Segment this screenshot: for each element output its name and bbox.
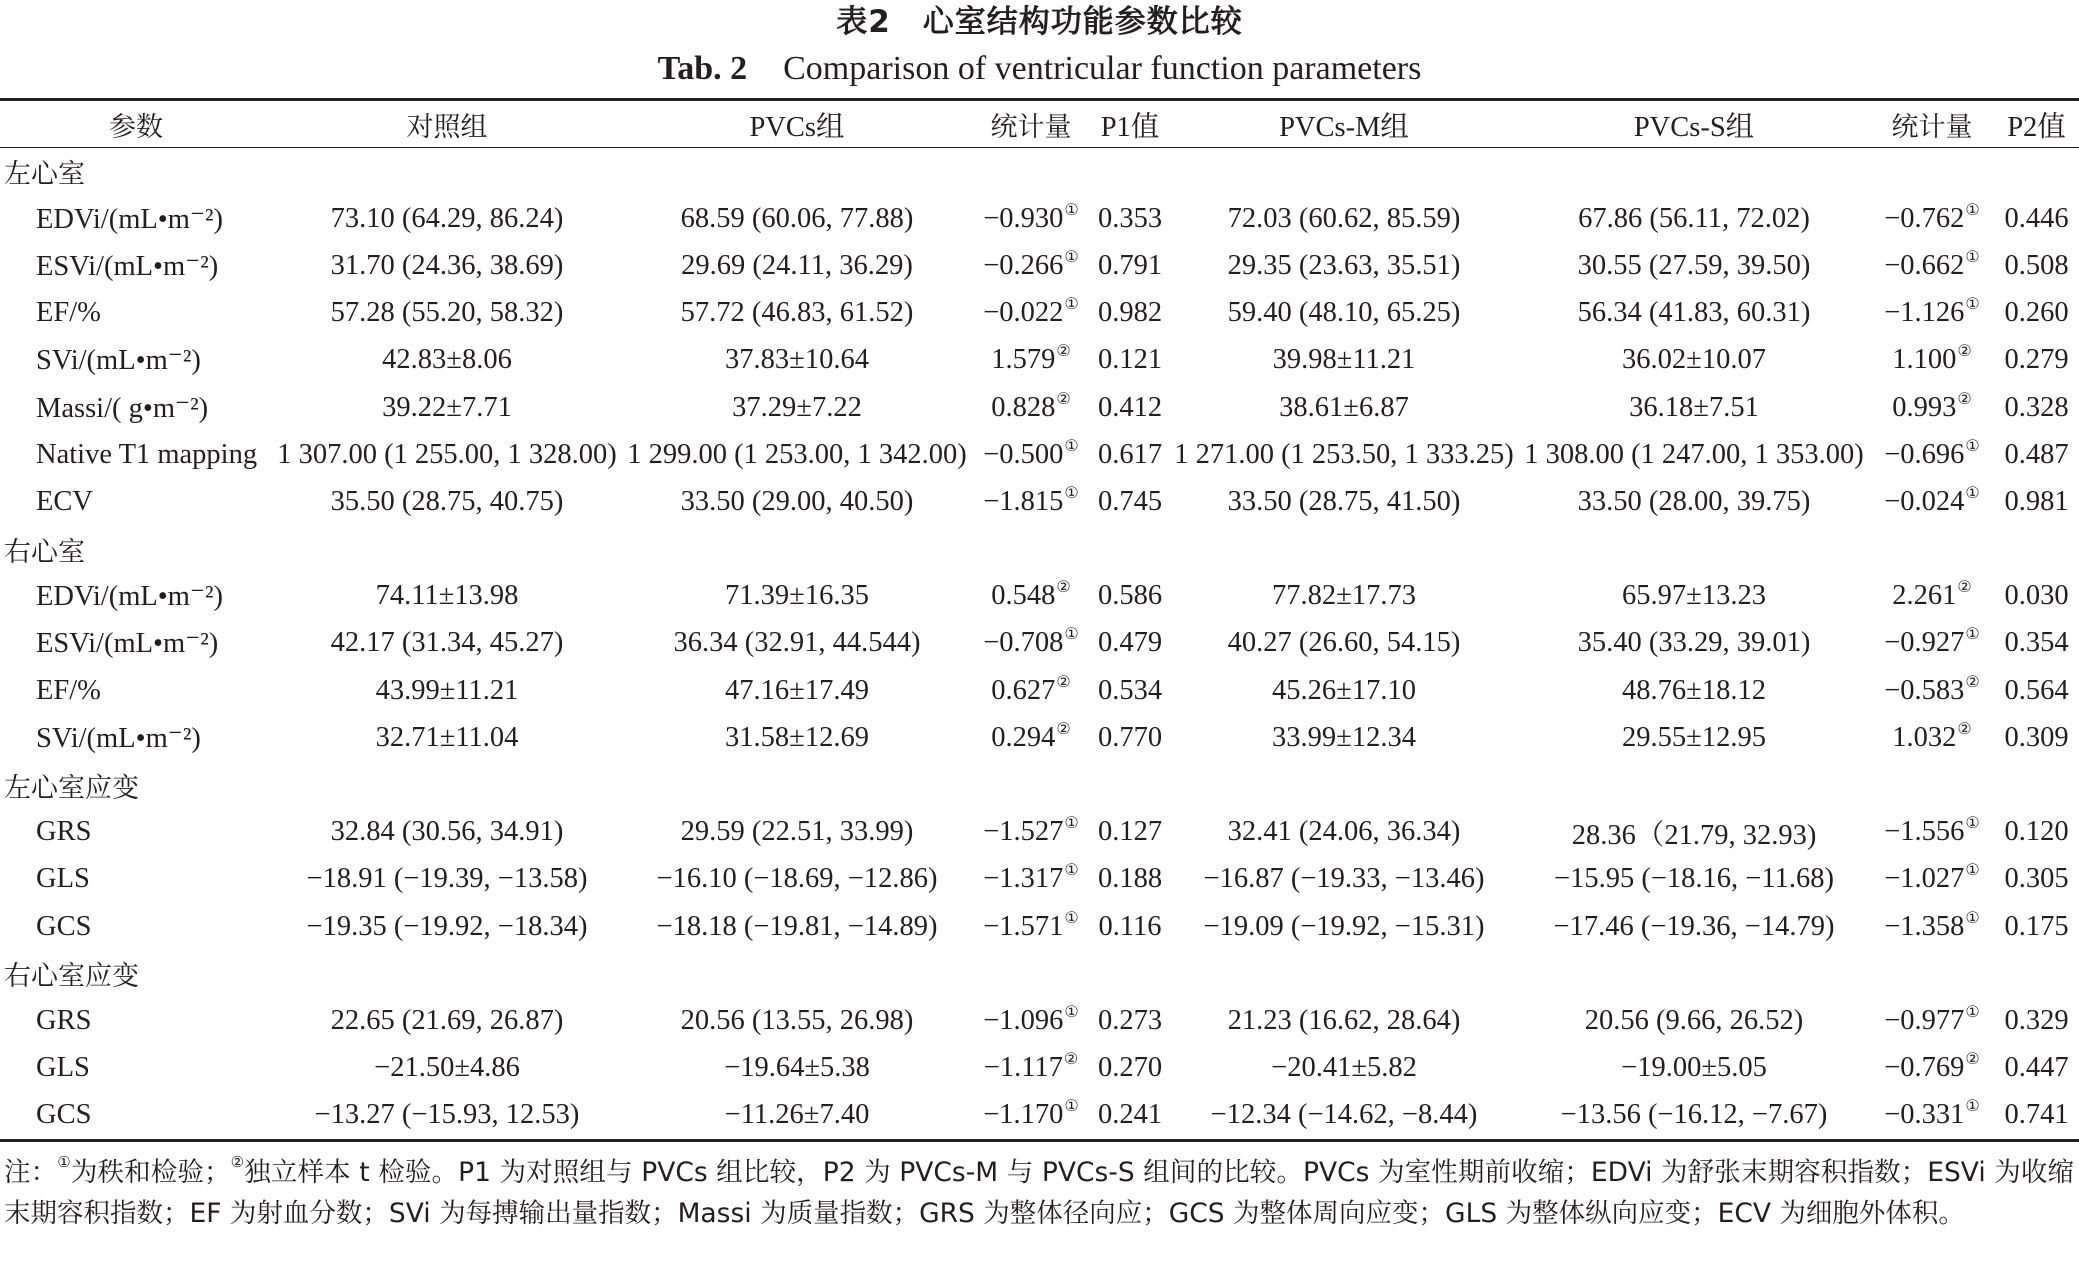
cell-pvcs-s: 1 308.00 (1 247.00, 1 353.00) [1524,438,1864,470]
col-header-pvcs-m: PVCs-M组 [1170,100,1518,148]
cell-p1: 0.121 [1097,344,1163,376]
test-mark: ② [1056,720,1071,738]
cell-pvcs-m: 32.41 (24.06, 36.34) [1227,816,1461,848]
cell-pvcs-s: −15.95 (−18.16, −11.68) [1554,863,1834,895]
cell-pvcs-m: −12.34 (−14.62, −8.44) [1170,1092,1518,1141]
cell-p1: 0.127 [1097,816,1163,848]
stat-value: −1.117 [983,1052,1063,1084]
cell-stat2 [1870,809,1994,856]
stat-value: −1.317 [983,863,1064,895]
cell-pvcs-m: 29.35 (23.63, 35.51) [1227,249,1461,281]
cell-pvcs-m: 45.26±17.10 [1272,674,1416,706]
test-mark: ① [1064,815,1079,833]
footnote-prefix: 注： [4,1156,58,1188]
footnote-mark-2: ② [230,1153,245,1171]
footnote-mark-1: ① [57,1153,71,1171]
cell-pvcs: −19.64±5.38 [724,1052,870,1084]
section-row [0,761,2079,808]
stat-value: −1.556 [1884,816,1965,848]
stat-value: −0.266 [983,249,1064,281]
cell-control: 73.10 (64.29, 86.24) [330,202,564,234]
table-row [0,573,2079,620]
cell-control: 32.84 (30.56, 34.91) [330,816,564,848]
cell-p2: 0.446 [2004,202,2069,234]
test-mark: ① [1965,201,1980,219]
test-mark: ① [1965,1003,1980,1021]
cell-control: 74.11±13.98 [375,580,519,612]
test-mark: ① [1064,437,1079,455]
cell-pvcs-s: 56.34 (41.83, 60.31) [1577,297,1811,329]
cell-stat2 [1870,714,1994,761]
cell-p2: 0.260 [2004,297,2069,329]
test-mark: ① [1064,862,1079,880]
cell-pvcs: 71.39±16.35 [725,580,869,612]
stat-value: −1.527 [983,816,1064,848]
table-row [0,856,2079,903]
test-mark: ② [1056,343,1071,361]
cell-p1: 0.745 [1097,485,1163,517]
test-mark: ① [1064,201,1079,219]
cell-param: GLS [36,863,90,895]
cell-param: ECV [36,485,93,517]
col-header-control: 对照组 [272,100,622,148]
cell-stat1 [972,573,1090,620]
col-header-pvcs: PVCs组 [622,100,972,148]
cell-control: 42.17 (31.34, 45.27) [330,627,564,659]
stat-value: −1.096 [983,1004,1064,1036]
stat-value: −1.571 [983,910,1064,942]
col-header-p2: P2值 [1994,100,2079,148]
cell-pvcs-s: −17.46 (−19.36, −14.79) [1553,910,1835,942]
cell-p1: 0.586 [1097,580,1163,612]
cell-stat1 [972,667,1090,714]
stat-value: −1.027 [1884,863,1965,895]
table-row [0,242,2079,289]
table-row [0,478,2079,525]
cell-stat1 [972,856,1090,903]
table-footnote [4,1146,2074,1234]
cell-pvcs-m: 38.61±6.87 [1279,391,1409,423]
table-row [0,1092,2079,1141]
stat-value: −0.022 [983,297,1064,329]
test-mark: ① [1064,626,1079,644]
cell-p2: 0.329 [2004,1004,2069,1036]
cell-pvcs: 20.56 (13.55, 26.98) [680,1004,914,1036]
cell-pvcs-m: 33.50 (28.75, 41.50) [1227,485,1461,517]
cell-param: GCS [36,910,92,942]
cell-pvcs-m: 39.98±11.21 [1272,344,1416,376]
test-mark: ① [1064,484,1079,502]
cell-pvcs-s: 20.56 (9.66, 26.52) [1584,1004,1804,1036]
cell-control: −13.27 (−15.93, 12.53) [272,1092,622,1141]
stat-value: −0.583 [1884,674,1965,706]
table-row [0,667,2079,714]
cell-param: SVi/(mL•m⁻²) [36,345,201,377]
test-mark: ① [1064,1098,1079,1116]
cell-pvcs: 31.58±12.69 [725,721,869,753]
cell-p2: 0.030 [2004,580,2069,612]
table-row [0,290,2079,337]
cell-stat1 [972,1092,1090,1141]
test-mark: ② [1056,390,1071,408]
cell-p2: 0.175 [2004,910,2069,942]
table-title-en [0,47,2079,91]
test-mark: ② [1056,673,1071,691]
section-row [0,950,2079,997]
cell-control: 32.71±11.04 [375,721,519,753]
cell-pvcs-s: 48.76±18.12 [1622,674,1766,706]
cell-pvcs-s: 33.50 (28.00, 39.75) [1577,485,1811,517]
parameter-table [0,98,2079,1142]
cell-control: 57.28 (55.20, 58.32) [330,297,564,329]
table-row [0,903,2079,950]
col-header-stat2: 统计量 [1870,100,1994,148]
cell-control: −21.50±4.86 [374,1052,520,1084]
cell-pvcs-m: −20.41±5.82 [1271,1052,1417,1084]
cell-pvcs: 29.69 (24.11, 36.29) [681,249,913,281]
cell-pvcs-s: −13.56 (−16.12, −7.67) [1518,1092,1870,1141]
cell-p1: 0.270 [1097,1052,1163,1084]
cell-pvcs-m: 77.82±17.73 [1272,580,1416,612]
col-header-p1: P1值 [1090,100,1170,148]
cell-stat2 [1870,384,1994,431]
cell-stat1 [972,1045,1090,1092]
cell-control: 22.65 (21.69, 26.87) [330,1004,564,1036]
cell-stat1 [972,290,1090,337]
cell-stat1 [972,478,1090,525]
stat-value: 1.032 [1892,721,1957,753]
table-row [0,431,2079,478]
cell-stat2 [1870,856,1994,903]
cell-p1: 0.273 [1097,1004,1163,1036]
stat-value: 0.294 [991,721,1056,753]
cell-stat2 [1870,667,1994,714]
col-header-pvcs-s: PVCs-S组 [1518,100,1870,148]
stat-value: 1.100 [1892,344,1957,376]
cell-control: −19.35 (−19.92, −18.34) [306,910,588,942]
cell-pvcs: 1 299.00 (1 253.00, 1 342.00) [627,438,967,470]
col-header-stat1: 统计量 [972,100,1090,148]
cell-stat2 [1870,573,1994,620]
cell-param: EDVi/(mL•m⁻²) [36,203,223,235]
cell-pvcs-s: 29.55±12.95 [1622,721,1766,753]
cell-pvcs-m: 33.99±12.34 [1272,721,1416,753]
cell-stat1 [972,242,1090,289]
cell-p2: 0.120 [2004,816,2069,848]
cell-p1: 0.412 [1097,391,1163,423]
cell-pvcs-m: 1 271.00 (1 253.50, 1 333.25) [1174,438,1514,470]
cell-pvcs-m: 40.27 (26.60, 54.15) [1227,627,1461,659]
section-title: 右心室应变 [4,961,139,993]
section-title: 右心室 [4,536,85,568]
stat-value: −0.762 [1884,202,1965,234]
cell-pvcs: 47.16±17.49 [725,674,869,706]
stat-value: −1.126 [1884,297,1965,329]
table-row [0,1045,2079,1092]
table-row [0,384,2079,431]
stat-value: −0.024 [1884,485,1965,517]
cell-p2: 0.305 [2004,863,2069,895]
cell-stat2 [1870,195,1994,242]
cell-control: 1 307.00 (1 255.00, 1 328.00) [277,438,617,470]
cell-pvcs-s: 30.55 (27.59, 39.50) [1577,249,1811,281]
test-mark: ① [1965,296,1980,314]
footnote-text-2: 独立样本 t 检验。P1 为对照组与 PVCs 组比较，P2 为 PVCs-M 与 PVCs-S 组间的比较。PVCs 为室性期前收缩；EDVi 为舒张末期容积指数；ESVi 为收缩末期容积指数；EF 为射血分数；SVi 为每搏输出量指数；Massi 为质量指数；GRS 为整体径向应；GCS 为整体周向应变；GLS 为整体纵向应变；ECV 为细胞外体积。 [4,1156,2075,1229]
stat-value: −0.769 [1884,1052,1965,1084]
cell-pvcs-s: 35.40 (33.29, 39.01) [1577,627,1811,659]
stat-value: −0.927 [1884,627,1965,659]
cell-p1: 0.188 [1097,863,1163,895]
stat-value: 0.627 [991,674,1056,706]
cell-pvcs-m: −19.09 (−19.92, −15.31) [1203,910,1485,942]
footnote-text-1: 为秩和检验； [70,1156,231,1188]
cell-stat2 [1870,997,1994,1044]
cell-param: ESVi/(mL•m⁻²) [36,628,219,660]
cell-param: GLS [36,1052,90,1084]
cell-param: GRS [36,816,92,848]
cell-p1: 0.791 [1097,249,1163,281]
cell-stat1 [972,620,1090,667]
table-header-row [0,100,2079,148]
section-row [0,148,2079,196]
table-row [0,809,2079,856]
stat-value: −0.696 [1884,438,1965,470]
stat-value: 2.261 [1892,580,1957,612]
cell-pvcs-s: 65.97±13.23 [1622,580,1766,612]
cell-stat2 [1870,290,1994,337]
cell-stat1 [972,714,1090,761]
cell-pvcs: 37.29±7.22 [732,391,862,423]
cell-stat2 [1870,242,1994,289]
cell-stat1 [972,903,1090,950]
table-row [0,195,2079,242]
test-mark: ① [1064,909,1079,927]
test-mark: ① [1965,248,1980,266]
stat-value: 0.548 [991,580,1056,612]
cell-p2: 0.328 [2004,391,2069,423]
cell-param: EF/% [36,297,101,329]
cell-param: Massi/( g•m⁻²) [36,392,209,424]
cell-pvcs: 29.59 (22.51, 33.99) [680,816,914,848]
cell-p1: 0.116 [1098,910,1162,942]
test-mark: ① [1965,437,1980,455]
table-caption-en: Comparison of ventricular function parameters [783,50,1422,87]
table-row [0,997,2079,1044]
stat-value: −0.930 [983,202,1064,234]
cell-pvcs: 37.83±10.64 [725,344,869,376]
cell-pvcs-s: −19.00±5.05 [1621,1052,1767,1084]
cell-stat2 [1870,1092,1994,1141]
cell-p1: 0.534 [1097,674,1163,706]
cell-control: 39.22±7.71 [382,391,512,423]
test-mark: ② [1957,720,1972,738]
cell-p2: 0.279 [2004,344,2069,376]
test-mark: ② [1957,390,1972,408]
cell-pvcs-m: 72.03 (60.62, 85.59) [1227,202,1461,234]
table-title-cn: 表2 心室结构功能参数比较 [836,4,1243,40]
cell-pvcs-m: 21.23 (16.62, 28.64) [1227,1004,1461,1036]
table-body [0,148,2079,1141]
cell-control: 31.70 (24.36, 38.69) [330,249,564,281]
cell-pvcs-s: 36.18±7.51 [1629,391,1759,423]
cell-pvcs-s: 28.36（21.79, 32.93) [1571,819,1817,851]
col-header-param: 参数 [0,100,272,148]
stat-value: −0.662 [1884,249,1965,281]
cell-p1: 0.617 [1097,438,1163,470]
cell-pvcs-m: −16.87 (−19.33, −13.46) [1203,863,1485,895]
table-row [0,714,2079,761]
cell-param: SVi/(mL•m⁻²) [36,722,201,754]
cell-param: ESVi/(mL•m⁻²) [36,250,219,282]
cell-stat2 [1870,431,1994,478]
stat-value: 0.828 [991,391,1056,423]
cell-stat1 [972,809,1090,856]
cell-pvcs-s: 67.86 (56.11, 72.02) [1578,202,1810,234]
test-mark: ② [1965,673,1980,691]
cell-p1: 0.241 [1090,1092,1170,1141]
cell-stat1 [972,997,1090,1044]
cell-stat2 [1870,1045,1994,1092]
cell-control: 43.99±11.21 [375,674,519,706]
cell-p2: 0.309 [2004,721,2069,753]
test-mark: ① [1064,1003,1079,1021]
cell-p2: 0.981 [2004,485,2069,517]
test-mark: ① [1064,248,1079,266]
test-mark: ② [1957,579,1972,597]
test-mark: ① [1965,484,1980,502]
stat-value: 0.993 [1892,391,1957,423]
cell-p1: 0.982 [1097,297,1163,329]
test-mark: ① [1965,909,1980,927]
cell-param: Native T1 mapping [36,438,258,470]
table-label-en: Tab. 2 [657,50,748,87]
cell-param: EDVi/(mL•m⁻²) [36,581,223,613]
test-mark: ② [1063,1051,1079,1069]
test-mark: ① [1064,296,1079,314]
table-row [0,337,2079,384]
cell-param: GRS [36,1004,92,1036]
stat-value: −0.500 [983,438,1064,470]
test-mark: ① [1965,1098,1980,1116]
cell-stat2 [1870,903,1994,950]
cell-stat2 [1870,337,1994,384]
cell-pvcs: −18.18 (−19.81, −14.89) [656,910,938,942]
section-row [0,526,2079,573]
stat-value: −0.331 [1884,1099,1965,1131]
test-mark: ② [1957,343,1972,361]
test-mark: ② [1056,579,1071,597]
cell-p2: 0.354 [2004,627,2069,659]
test-mark: ① [1965,626,1980,644]
cell-stat2 [1870,620,1994,667]
cell-control: 42.83±8.06 [382,344,512,376]
cell-pvcs: 36.34 (32.91, 44.544) [673,627,921,659]
stat-value: −1.170 [983,1099,1064,1131]
cell-stat1 [972,431,1090,478]
cell-p1: 0.353 [1097,202,1163,234]
cell-control: 35.50 (28.75, 40.75) [330,485,564,517]
cell-p2: 0.447 [2004,1052,2069,1084]
cell-p2: 0.564 [2004,674,2069,706]
stat-value: −0.977 [1884,1004,1965,1036]
cell-p2: 0.508 [2004,249,2069,281]
cell-pvcs-s: 36.02±10.07 [1622,344,1766,376]
cell-p1: 0.770 [1097,721,1163,753]
cell-pvcs: −11.26±7.40 [622,1092,972,1141]
cell-p2: 0.487 [2004,438,2069,470]
stat-value: −0.708 [983,627,1064,659]
stat-value: −1.815 [983,485,1064,517]
cell-param: GCS [0,1092,272,1141]
section-title: 左心室应变 [4,772,139,804]
cell-p1: 0.479 [1097,627,1163,659]
stat-value: 1.579 [991,344,1056,376]
test-mark: ① [1965,815,1980,833]
cell-control: −18.91 (−19.39, −13.58) [306,863,588,895]
cell-p2: 0.741 [1994,1092,2079,1141]
cell-pvcs-m: 59.40 (48.10, 65.25) [1227,297,1461,329]
cell-stat1 [972,337,1090,384]
cell-stat1 [972,384,1090,431]
cell-pvcs: −16.10 (−18.69, −12.86) [656,863,938,895]
stat-value: −1.358 [1884,910,1965,942]
cell-pvcs: 68.59 (60.06, 77.88) [680,202,914,234]
test-mark: ② [1965,1051,1980,1069]
cell-stat2 [1870,478,1994,525]
test-mark: ① [1965,862,1980,880]
cell-param: EF/% [36,674,101,706]
section-title: 左心室 [4,159,85,191]
table-row [0,620,2079,667]
cell-pvcs: 57.72 (46.83, 61.52) [680,297,914,329]
cell-pvcs: 33.50 (29.00, 40.50) [680,485,914,517]
cell-stat1 [972,195,1090,242]
